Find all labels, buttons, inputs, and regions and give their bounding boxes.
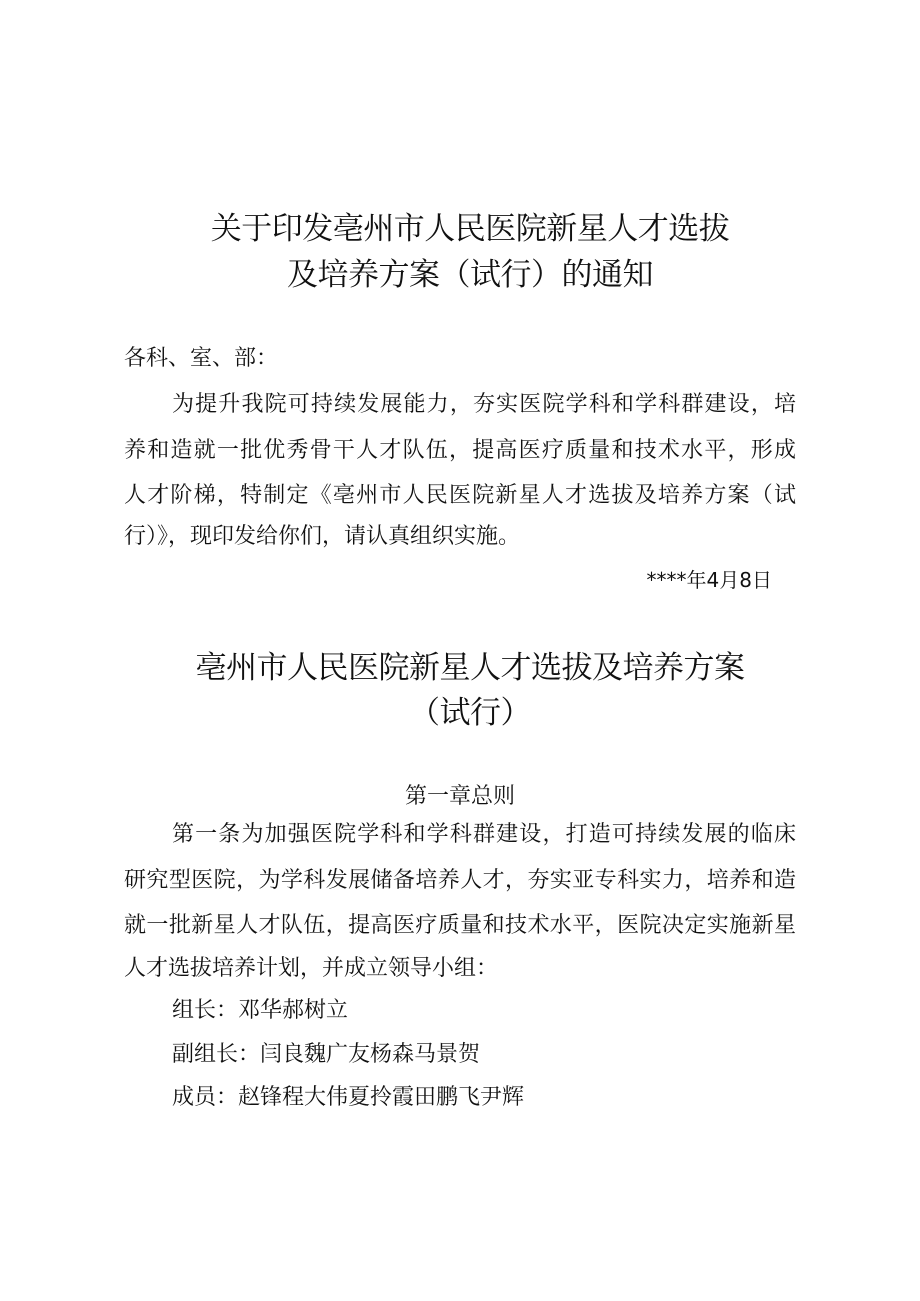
article-1-line-1: 第一条为加强医院学科和学科群建设，打造可持续发展的临床 bbox=[172, 822, 796, 847]
article-1-line-2: 研究型医院，为学科发展储备培养人才，夯实亚专科实力，培养和造 bbox=[124, 868, 796, 893]
article-1-line-3: 就一批新星人才队伍，提高医疗质量和技术水平，医院决定实施新星 bbox=[124, 913, 796, 938]
group-deputy-leaders: 副组长：闫良魏广友杨森马景贺 bbox=[172, 1042, 481, 1067]
notice-title-line-2: 及培养方案（试行）的通知 bbox=[287, 257, 653, 293]
plan-title-line-1: 亳州市人民医院新星人才选拔及培养方案 bbox=[195, 650, 745, 686]
notice-body-line-3: 人才阶梯，特制定《亳州市人民医院新星人才选拔及培养方案（试 bbox=[124, 483, 796, 508]
notice-salutation: 各科、室、部： bbox=[124, 346, 279, 371]
group-members: 成员：赵锋程大伟夏拎霞田鹏飞尹辉 bbox=[172, 1085, 525, 1110]
chapter-title: 第一章总则 bbox=[404, 784, 515, 809]
notice-body-line-4: 行）》，现印发给你们，请认真组织实施。 bbox=[124, 524, 521, 549]
notice-date: ****年4月8日 bbox=[646, 568, 772, 592]
notice-body-line-2: 养和造就一批优秀骨干人才队伍，提高医疗质量和技术水平，形成 bbox=[124, 438, 796, 463]
article-1-line-4: 人才选拔培养计划，并成立领导小组： bbox=[124, 956, 499, 981]
notice-title-line-1: 关于印发亳州市人民医院新星人才选拔 bbox=[210, 211, 730, 247]
plan-title-line-2: （试行） bbox=[409, 695, 531, 731]
group-leader: 组长：邓华郝树立 bbox=[172, 998, 349, 1023]
notice-body-line-1: 为提升我院可持续发展能力，夯实医院学科和学科群建设，培 bbox=[172, 392, 796, 417]
